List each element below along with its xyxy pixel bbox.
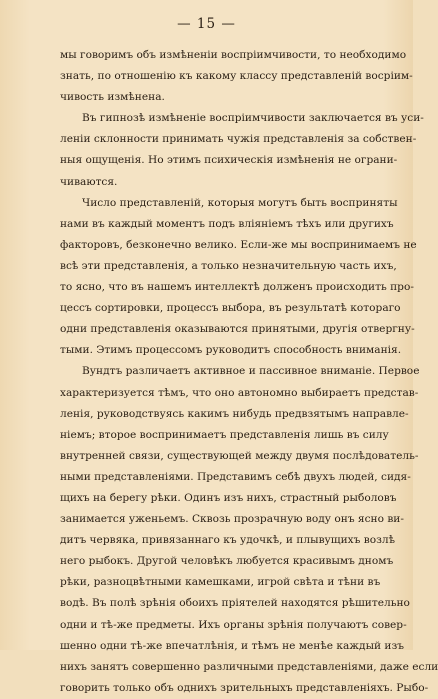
text-line: внутренней связи, существующей между двумя послѣдователь- [60,449,419,462]
text-line: всѣ эти представленія, а только незначительную часть ихъ, [60,259,397,272]
text-line: него рыбокъ. Другой человѣкъ любуется красивымъ дномъ [60,555,394,568]
text-line: тыми. Этимъ процессомъ руководитъ способность вниманія. [60,344,402,357]
text-line: шенно одни тѣ-же впечатлѣнія, и тѣмъ не менѣе каждый изъ [60,639,405,652]
text-line: факторовъ, безконечно велико. Если-же мы воспринимаемъ не [60,238,417,251]
text-line: дитъ червяка, привязаннаго къ удочкѣ, и плывущихъ возлѣ [60,534,395,547]
text-line: Число представленій, которыя могутъ быть восприняты [82,196,398,209]
text-line: чиваются. [60,175,118,188]
text-line: щихъ на берегу рѣки. Одинъ изъ нихъ, страстный рыболовъ [60,491,397,504]
text-line: водѣ. Въ полѣ зрѣнія обоихъ пріятелей находятся рѣшительно [60,597,410,610]
text-line: занимается уженьемъ. Сквозь прозрачную воду онъ ясно ви- [60,513,404,526]
text-line: то ясно, что въ нашемъ интеллектѣ долженъ происходить про- [60,281,414,294]
text-line: мы говоримъ объ измѣненіи воспріимчивости, то необходимо [60,49,407,61]
body-text [60,45,438,699]
text-line: одни представленія оказываются принятыми, другія отвергну- [60,323,415,336]
text-line: чивость измѣнена. [60,91,165,104]
text-line: Въ гипнозѣ измѣненіе воспріимчивости заключается въ уси- [82,112,424,125]
text-line: рѣки, разноцвѣтными камешками, игрой свѣта и тѣни въ [60,576,381,589]
text-line: характеризуется тѣмъ, что оно автономно выбираетъ представ- [60,386,419,399]
text-line: говорить только объ однихъ зрительныхъ представленіяхъ. Рыбо- [60,681,429,694]
text-line: леніи склонности принимать чужія представленія за собствен- [60,133,417,146]
text-line: нихъ занятъ совершенно различными представленіями, даже если [60,660,438,673]
text-line: Вундтъ различаетъ активное и пассивное вниманіе. Первое [82,365,420,378]
text-line: одни и тѣ-же предметы. Ихъ органы зрѣнія получаютъ совер- [60,618,407,631]
text-line: цессъ сортировки, процессъ выбора, въ результатѣ котораго [60,302,401,315]
page-number: — 15 — [177,16,236,32]
text-line: ніемъ; второе воспринимаетъ представленія лишь въ силу [60,428,389,441]
text-line: ленія, руководствуясь какимъ нибудь предвзятымъ направле- [60,407,409,420]
text-line: ными представленіями. Представимъ себѣ двухъ людей, сидя- [60,470,411,483]
text-line: знать, по отношенію къ какому классу представленій восріим- [60,70,413,83]
text-line: нами въ каждый моментъ подъ вліяніемъ тѣхъ или другихъ [60,217,394,230]
text-line: ныя ощущенія. Но этимъ психическія измѣненія не ограни- [60,154,398,167]
